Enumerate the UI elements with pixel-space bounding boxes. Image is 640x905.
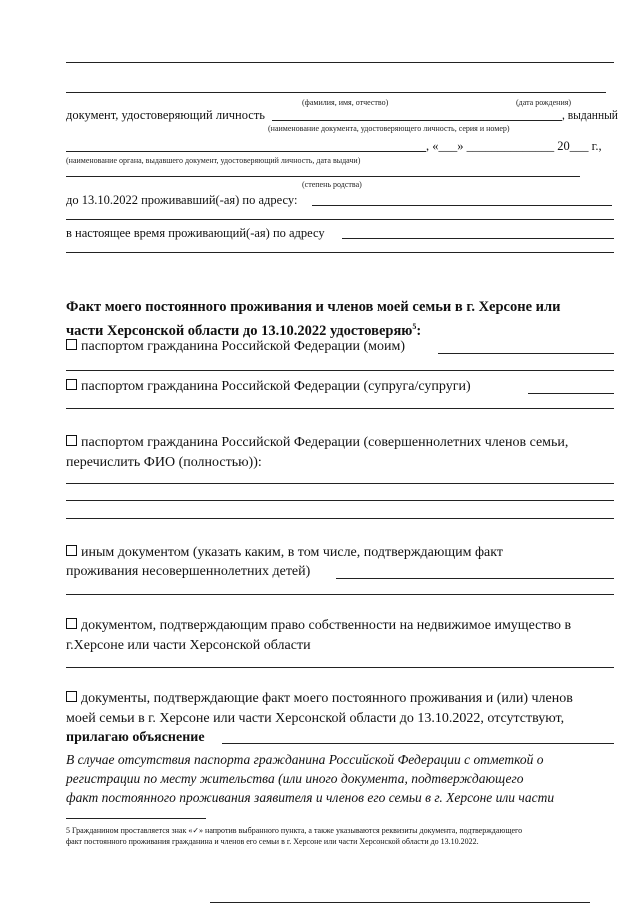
blank-line[interactable] xyxy=(66,667,614,668)
option-no-documents[interactable]: документы, подтверждающие факт моего постоянного проживания и (или) членов xyxy=(66,690,573,707)
blank-line[interactable] xyxy=(66,594,614,595)
option-no-documents-line2: моей семьи в г. Херсоне или части Херсонской области до 13.10.2022, отсутствуют, xyxy=(66,711,565,726)
blank-line[interactable] xyxy=(66,92,606,93)
explanation-line[interactable] xyxy=(222,743,614,744)
page-bottom-line xyxy=(210,902,590,903)
checkbox[interactable] xyxy=(66,545,77,556)
option-property-document[interactable]: документом, подтверждающим право собственности на недвижимое имущество в xyxy=(66,617,571,634)
caption-relation: (степень родства) xyxy=(302,180,362,189)
issued-suffix: , выданный xyxy=(562,108,618,122)
date-marks: , «___» ______________ 20___ г., xyxy=(426,139,602,153)
checkbox[interactable] xyxy=(66,435,77,446)
option-other-document-line2: проживания несовершеннолетних детей) xyxy=(66,564,311,579)
section-heading-line2: части Херсонской области до 13.10.2022 удостоверяю$^5$: xyxy=(66,322,422,339)
checkbox[interactable] xyxy=(66,379,77,390)
caption-dob: (дата рождения) xyxy=(516,98,572,107)
blank-line[interactable] xyxy=(66,518,614,519)
current-address-label: в настоящее время проживающий(-ая) по адресу xyxy=(66,226,325,240)
blank-line[interactable] xyxy=(66,483,614,484)
section-heading-line1: Факт моего постоянного проживания и членов моей семьи в г. Херсоне или xyxy=(66,299,561,315)
checkbox[interactable] xyxy=(66,339,77,350)
blank-line[interactable] xyxy=(66,500,614,501)
current-address-line-2[interactable] xyxy=(66,252,614,253)
option-spouse-passport[interactable]: паспортом гражданина Российской Федерации (супруга/супруги) xyxy=(66,378,471,395)
option-own-passport-line[interactable] xyxy=(438,353,614,354)
checkbox[interactable] xyxy=(66,618,77,629)
italic-note-line3: факт постоянного проживания заявителя и членов его семьи в г. Херсоне или части xyxy=(66,790,555,805)
authority-input-line[interactable] xyxy=(66,151,426,152)
lived-address-label: до 13.10.2022 проживавший(-ая) по адресу: xyxy=(66,193,298,207)
option-other-document-line[interactable] xyxy=(336,578,614,579)
checkbox[interactable] xyxy=(66,691,77,702)
blank-line[interactable] xyxy=(66,370,614,371)
blank-line[interactable] xyxy=(66,408,614,409)
footnote-line2: факт постоянного проживания гражданина и членов его семьи в г. Херсоне или части Херсонской области до 13.10.2022. xyxy=(66,837,479,846)
italic-note-line1: В случае отсутствия паспорта гражданина Российской Федерации с отметкой о xyxy=(66,752,544,767)
caption-fio: (фамилия, имя, отчество) xyxy=(302,98,389,107)
option-adult-members-passport[interactable]: паспортом гражданина Российской Федерации (совершеннолетних членов семьи, xyxy=(66,434,568,451)
relation-input-line[interactable] xyxy=(66,176,580,177)
blank-line[interactable] xyxy=(66,62,614,63)
footnote-line1: 5 Гражданином проставляется знак «✓» напротив выбранного пункта, а также указываются реквизиты документа, подтверждающего xyxy=(66,826,523,835)
option-other-document[interactable]: иным документом (указать каким, в том числе, подтверждающим факт xyxy=(66,544,503,561)
lived-address-line[interactable] xyxy=(312,205,612,206)
option-adult-members-line2: перечислить ФИО (полностью)): xyxy=(66,455,262,470)
current-address-line[interactable] xyxy=(342,238,614,239)
caption-authority: (наименование органа, выдавшего документ, удостоверяющий личность, дата выдачи) xyxy=(66,156,361,165)
doc-label: документ, удостоверяющий личность xyxy=(66,108,266,122)
option-no-documents-bold: прилагаю объяснение xyxy=(66,730,205,745)
italic-note-line2: регистрации по месту жительства (или иного документа, подтверждающего xyxy=(66,771,524,786)
doc-input-line[interactable] xyxy=(272,120,562,121)
footnote-separator xyxy=(66,818,206,819)
lived-address-line-2[interactable] xyxy=(66,219,614,220)
option-property-document-line2: г.Херсоне или части Херсонской области xyxy=(66,638,311,653)
caption-doc: (наименование документа, удостоверяющего личность, серия и номер) xyxy=(268,124,510,133)
option-own-passport[interactable]: паспортом гражданина Российской Федерации (моим) xyxy=(66,338,405,355)
option-spouse-passport-line[interactable] xyxy=(528,393,614,394)
